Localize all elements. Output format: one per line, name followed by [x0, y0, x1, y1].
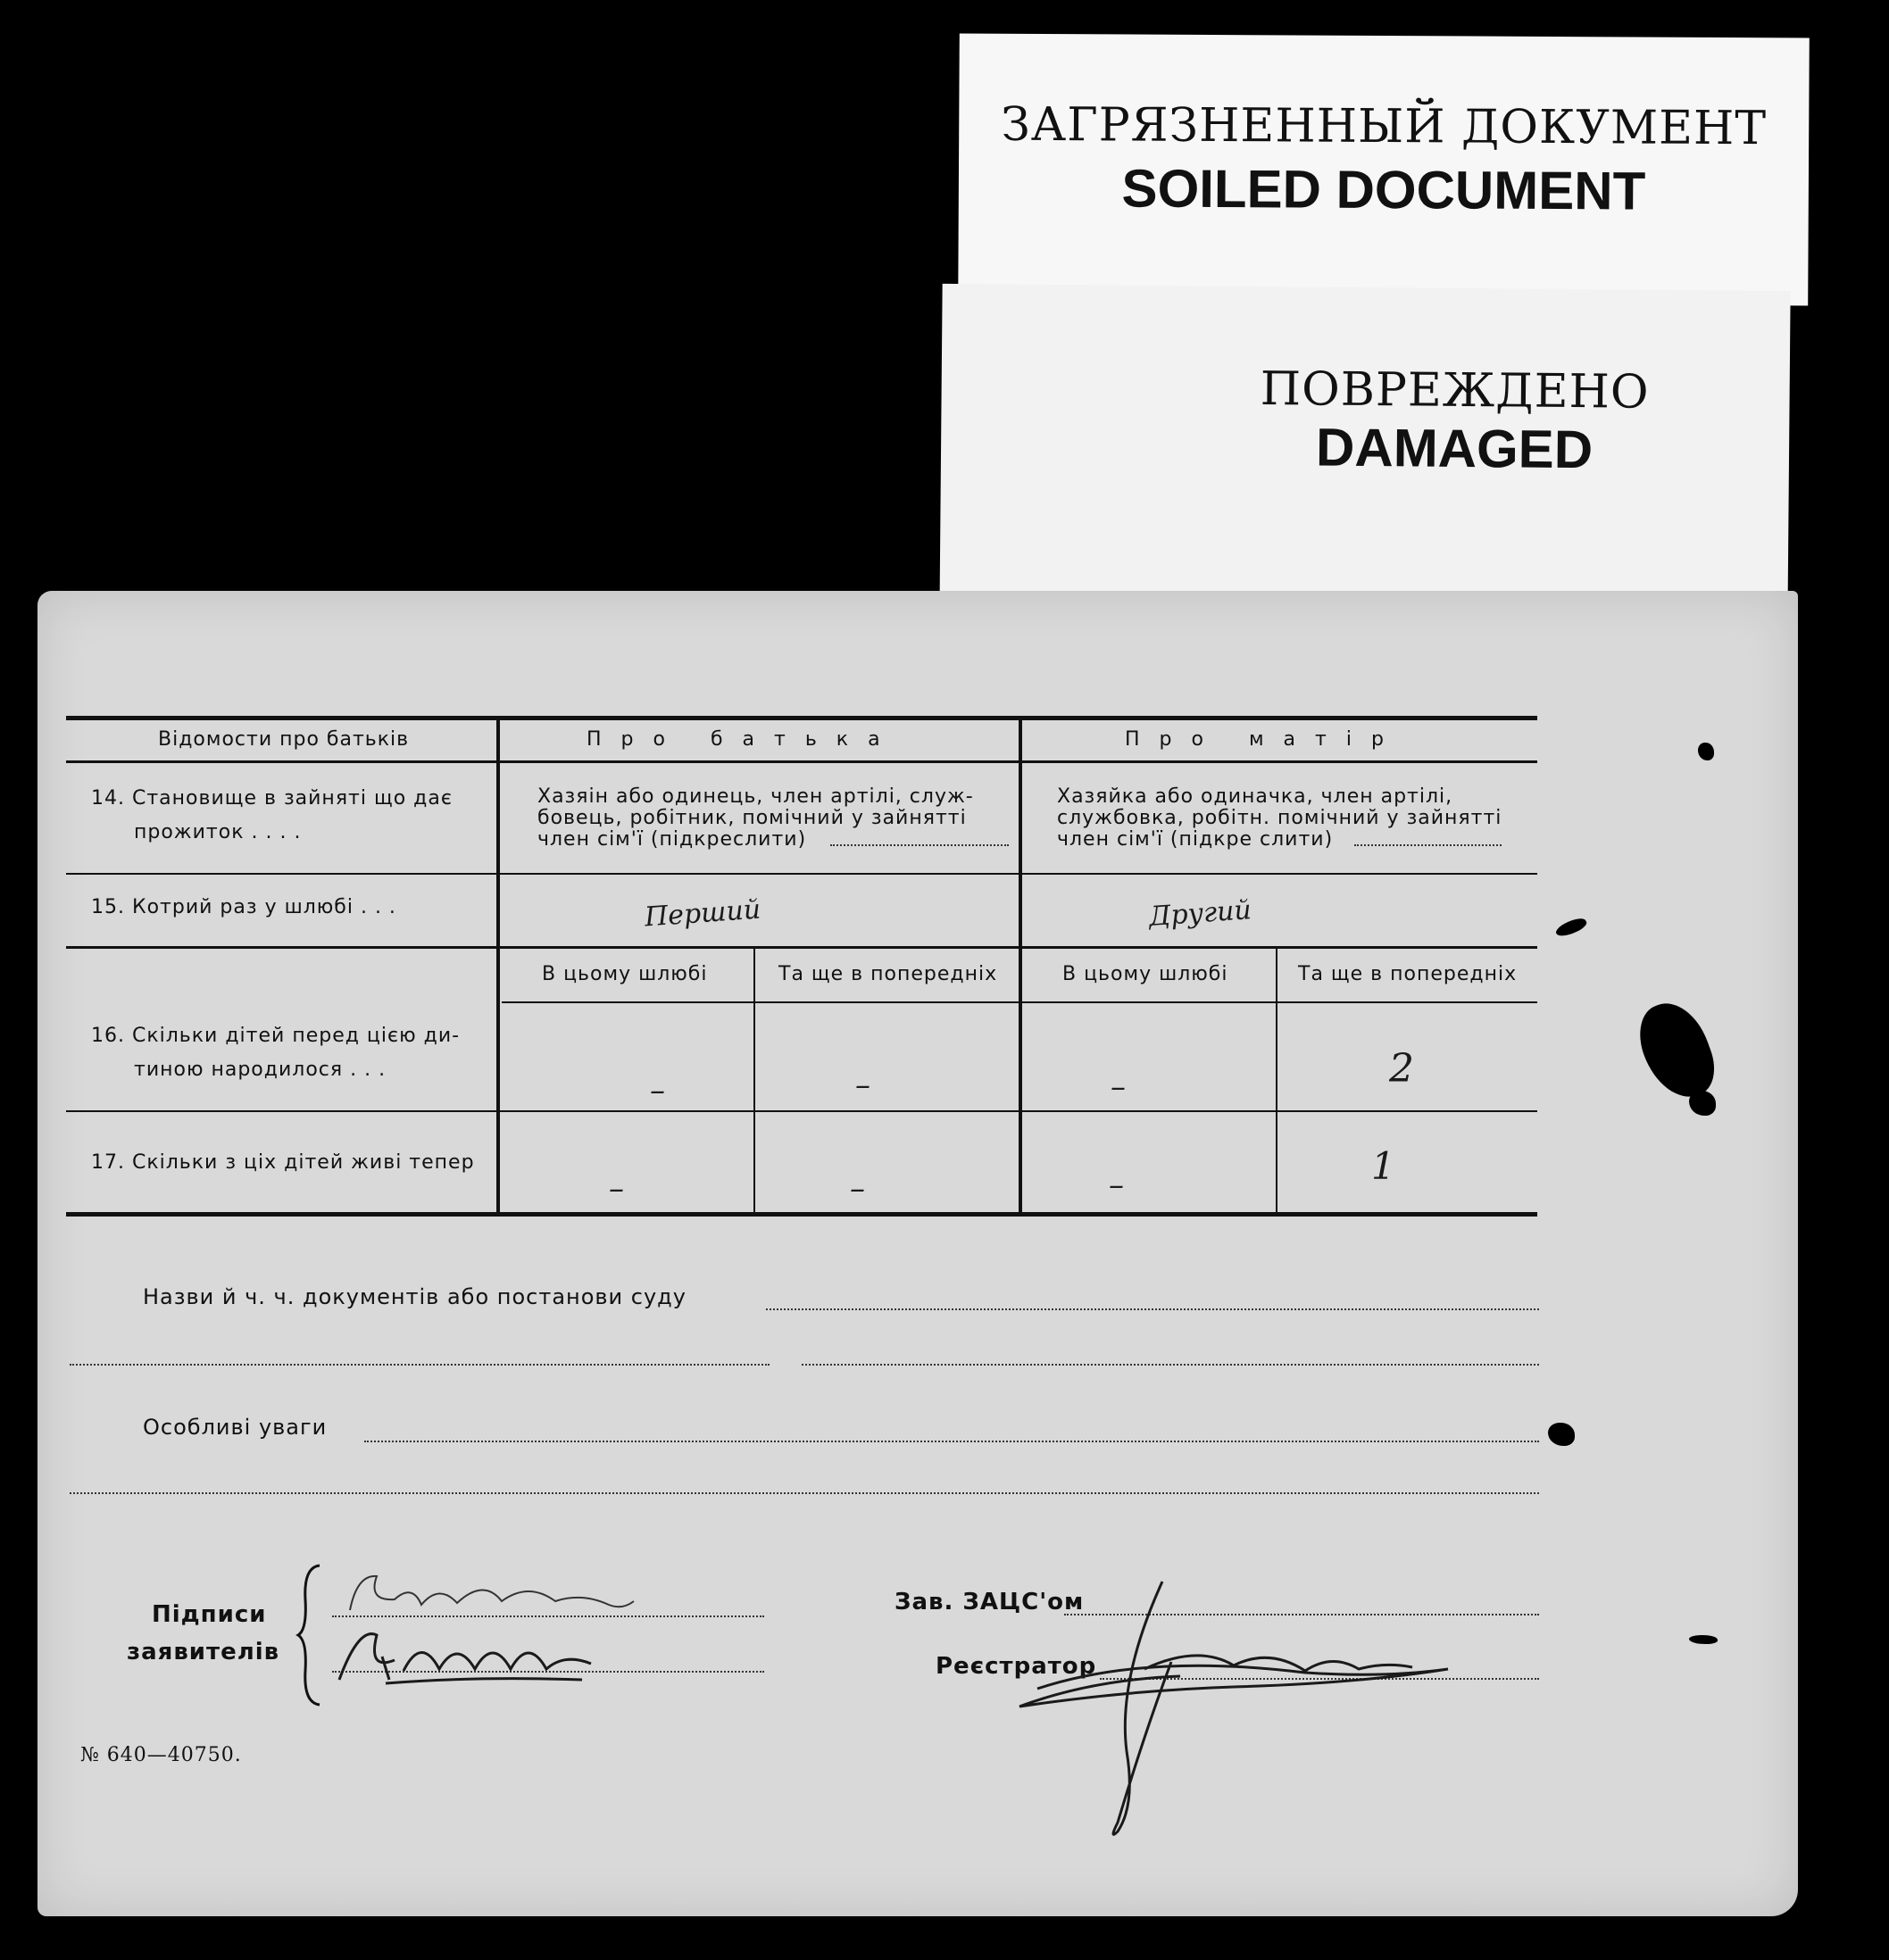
print-number: № 640—40750. — [80, 1744, 242, 1766]
row14-label-cont: прожиток . . . . — [134, 821, 302, 843]
table-divider — [496, 720, 500, 1215]
row15-bottom-rule — [66, 946, 1537, 949]
row16-label: 16. Скільки дітей перед цією ди- — [91, 1025, 461, 1047]
row14-father-options: Хазяін або одинець, член артілі, служ- — [537, 785, 974, 808]
subheader-previous: Та ще в попередніх — [1298, 963, 1518, 985]
row17-father-this: – — [609, 1171, 624, 1207]
row14-bottom-rule — [66, 873, 1537, 875]
row16-bottom-rule — [66, 1110, 1537, 1112]
damage-hole — [1629, 993, 1723, 1108]
documents-fill-line[interactable] — [70, 1364, 770, 1366]
row16-label-cont: тиною народилося . . . — [134, 1059, 387, 1081]
damaged-document-label — [939, 284, 1790, 630]
table-divider — [1276, 948, 1277, 1214]
registrar-label: Реєстратор — [936, 1653, 1097, 1680]
header-about-mother: Про матір — [1125, 728, 1403, 751]
row15-mother-value: Другий — [1147, 894, 1252, 933]
row16-father-this: – — [650, 1073, 665, 1109]
soiled-label-russian: ЗАГРЯЗНЕННЫЙ ДОКУМЕНТ — [1001, 97, 1768, 156]
table-top-rule — [66, 716, 1537, 720]
row14-mother-options: службовка, робітн. помічний у зайнятті — [1057, 807, 1502, 829]
row16-mother-this: – — [1111, 1069, 1126, 1105]
row14-father-options: бовець, робітник, помічний у зайнятті — [537, 807, 967, 829]
row15-father-value: Перший — [643, 893, 762, 934]
subheader-this-marriage: В цьому шлюбі — [542, 963, 708, 985]
notes-label: Особливі уваги — [143, 1415, 328, 1440]
header-bottom-rule — [66, 760, 1537, 763]
documents-fill-line[interactable] — [802, 1364, 1539, 1366]
damage-hole — [1554, 915, 1589, 940]
table-divider — [753, 948, 755, 1214]
damaged-label-russian: ПОВРЕЖДЕНО — [1260, 361, 1650, 419]
subheader-previous: Та ще в попередніх — [778, 963, 998, 985]
row14-mother-fill-line — [1354, 844, 1502, 846]
row14-father-fill-line — [830, 844, 1009, 846]
applicants-signature-label-cont: заявителів — [127, 1639, 280, 1665]
notes-fill-line[interactable] — [364, 1441, 1539, 1442]
notes-fill-line[interactable] — [70, 1492, 1539, 1494]
damage-hole — [1548, 1423, 1575, 1446]
row17-mother-prev: 1 — [1371, 1144, 1395, 1188]
head-of-office-label: Зав. ЗАЦС'ом — [895, 1589, 1085, 1615]
row16-mother-prev: 2 — [1389, 1046, 1414, 1092]
row17-label: 17. Скільки з ціх дітей живі тепер — [91, 1151, 475, 1174]
damage-hole — [1689, 1635, 1718, 1644]
header-parents-info: Відомости про батьків — [158, 728, 410, 751]
damaged-label-english: DAMAGED — [1315, 417, 1594, 480]
row14-mother-options: член сім'ї (підкре слити) — [1057, 828, 1334, 851]
soiled-document-label — [958, 34, 1810, 306]
table-bottom-rule — [66, 1212, 1537, 1217]
row16-father-prev: – — [855, 1067, 870, 1103]
soiled-label-english: SOILED DOCUMENT — [1121, 158, 1646, 221]
table-divider — [1019, 720, 1022, 1215]
subheader-this-marriage: В цьому шлюбі — [1062, 963, 1228, 985]
applicants-signature-label: Підписи — [152, 1601, 267, 1628]
row14-label: 14. Становище в зайняті що дає — [91, 787, 453, 810]
damage-hole — [1698, 743, 1714, 760]
row14-mother-options: Хазяйка або одиначка, член артілі, — [1057, 785, 1453, 808]
damage-hole — [1689, 1091, 1716, 1116]
row17-father-prev: – — [850, 1171, 865, 1207]
registration-form-sheet — [37, 591, 1798, 1916]
row17-mother-this: – — [1109, 1167, 1124, 1203]
applicant-signature-2 — [332, 1617, 636, 1689]
row15-label: 15. Котрий раз у шлюбі . . . — [91, 896, 396, 918]
applicants-brace — [296, 1564, 323, 1707]
header-about-father: Про батька — [587, 728, 900, 751]
row14-father-options: член сім'ї (підкреслити) — [537, 828, 807, 851]
registrar-signature — [966, 1573, 1466, 1840]
documents-fill-line[interactable] — [766, 1308, 1539, 1310]
documents-label: Назви й ч. ч. документів або постанови суду — [143, 1284, 687, 1309]
